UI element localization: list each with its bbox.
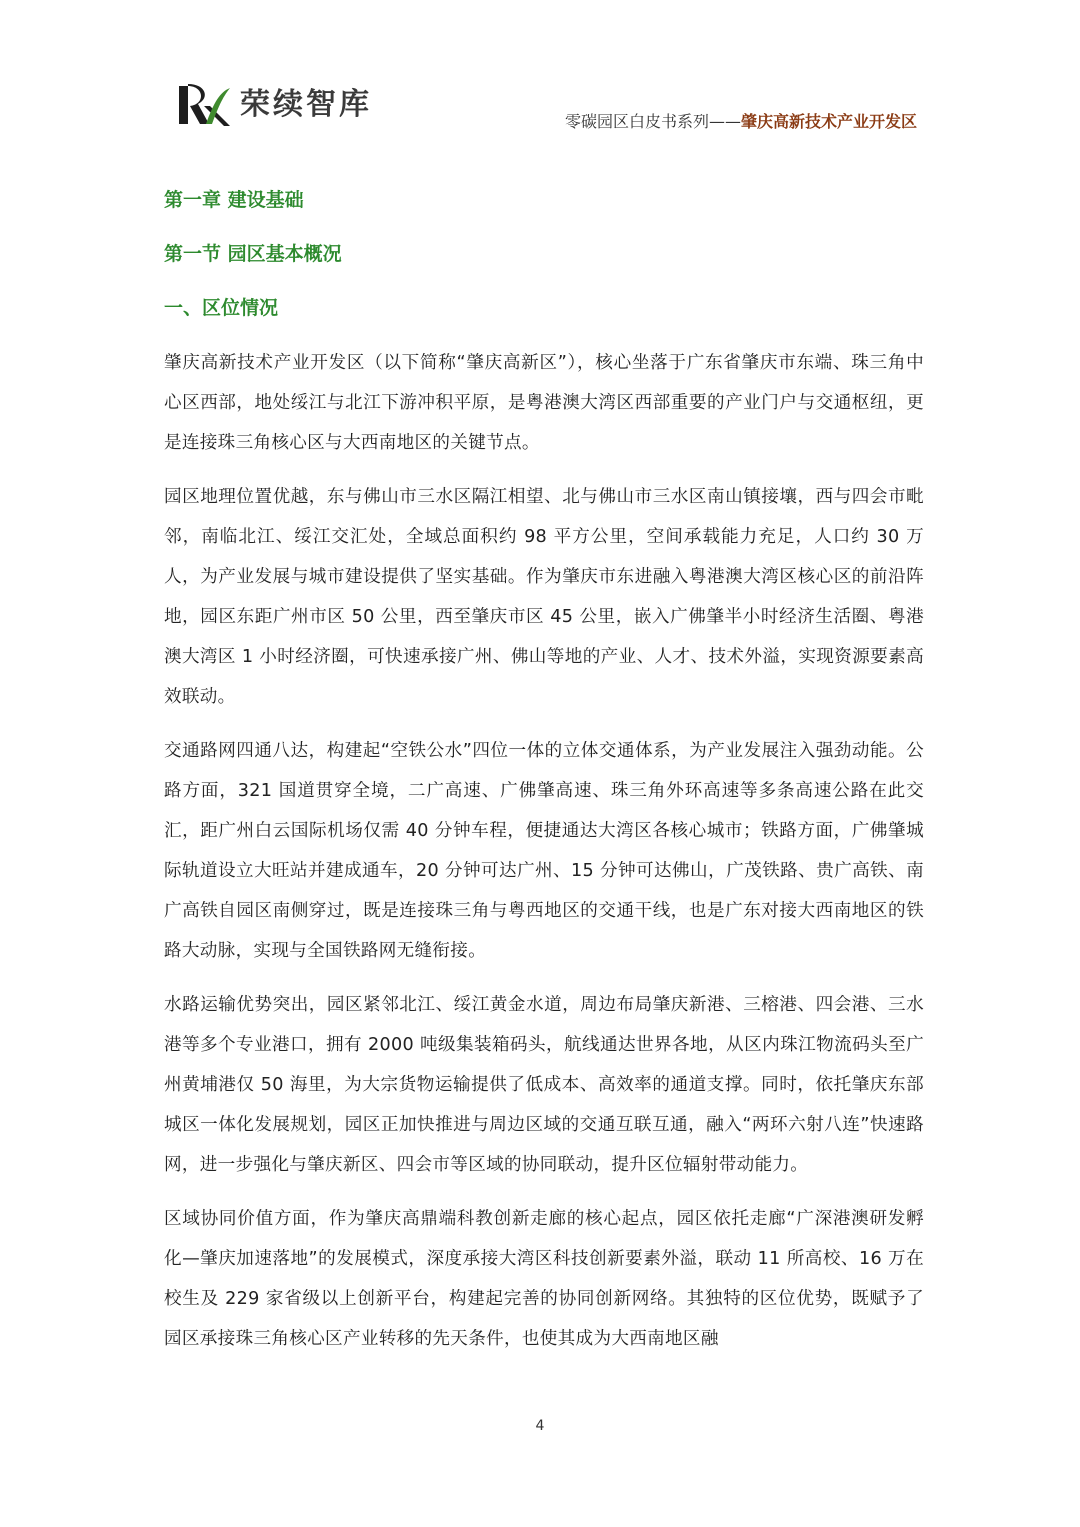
series-park-name: 肇庆高新技术产业开发区 <box>740 112 917 131</box>
section-heading: 第一节 园区基本概况 <box>164 243 342 265</box>
paragraph: 水路运输优势突出，园区紧邻北江、绥江黄金水道，周边布局肇庆新港、三榕港、四会港、三水港等多个专业港口，拥有 2000 吨级集装箱码头，航线通达世界各地，从区内珠江物流码头至广州黄埔港仅 50 海里，为大宗货物运输提供了低成本、高效率的通道支撑。同时，依托肇庆东部城区一体化发展规划，园区正加快推进与周边区域的交通互联互通，融入“两环六射八连”快速路网，进一步强化与肇庆新区、四会市等区域的协同联动，提升区位辐射带动能力。 <box>164 995 924 1175</box>
series-title <box>565 110 917 134</box>
document-body <box>164 183 924 1373</box>
rx-logo-icon <box>176 82 232 128</box>
paragraph: 园区地理位置优越，东与佛山市三水区隔江相望、北与佛山市三水区南山镇接壤，西与四会市毗邻，南临北江、绥江交汇处，全域总面积约 98 平方公里，空间承载能力充足，人口约 30 万人，为产业发展与城市建设提供了坚实基础。作为肇庆市东进融入粤港澳大湾区核心区的前沿阵地，园区东距广州市区 50 公里，西至肇庆市区 45 公里，嵌入广佛肇半小时经济生活圈、粤港澳大湾区 1 小时经济圈，可快速承接广州、佛山等地的产业、人才、技术外溢，实现资源要素高效联动。 <box>164 487 924 707</box>
paragraph: 肇庆高新技术产业开发区（以下简称“肇庆高新区”），核心坐落于广东省肇庆市东端、珠三角中心区西部，地处绥江与北江下游冲积平原，是粤港澳大湾区西部重要的产业门户与交通枢纽，更是连接珠三角核心区与大西南地区的关键节点。 <box>164 353 924 453</box>
page-number: 4 <box>535 1418 545 1434</box>
chapter-heading: 第一章 建设基础 <box>164 189 304 211</box>
series-prefix: 零碳园区白皮书系列—— <box>564 112 741 131</box>
logo-text: 荣续智库 <box>240 87 372 122</box>
paragraph: 区域协同价值方面，作为肇庆高鼎端科教创新走廊的核心起点，园区依托走廊“广深港澳研发孵化—肇庆加速落地”的发展模式，深度承接大湾区科技创新要素外溢，联动 11 所高校、16 万在校生及 229 家省级以上创新平台，构建起完善的协同创新网络。其独特的区位优势，既赋予了园区承接珠三角核心区产业转移的先天条件，也使其成为大西南地区融 <box>164 1209 924 1349</box>
brand-logo <box>176 80 372 130</box>
subsection-heading: 一、区位情况 <box>164 297 279 319</box>
paragraph: 交通路网四通八达，构建起“空铁公水”四位一体的立体交通体系，为产业发展注入强劲动能。公路方面，321 国道贯穿全境，二广高速、广佛肇高速、珠三角外环高速等多条高速公路在此交汇，距广州白云国际机场仅需 40 分钟车程，便捷通达大湾区各核心城市；铁路方面，广佛肇城际轨道设立大旺站并建成通车，20 分钟可达广州、15 分钟可达佛山，广茂铁路、贵广高铁、南广高铁自园区南侧穿过，既是连接珠三角与粤西地区的交通干线，也是广东对接大西南地区的铁路大动脉，实现与全国铁路网无缝衔接。 <box>164 741 924 961</box>
